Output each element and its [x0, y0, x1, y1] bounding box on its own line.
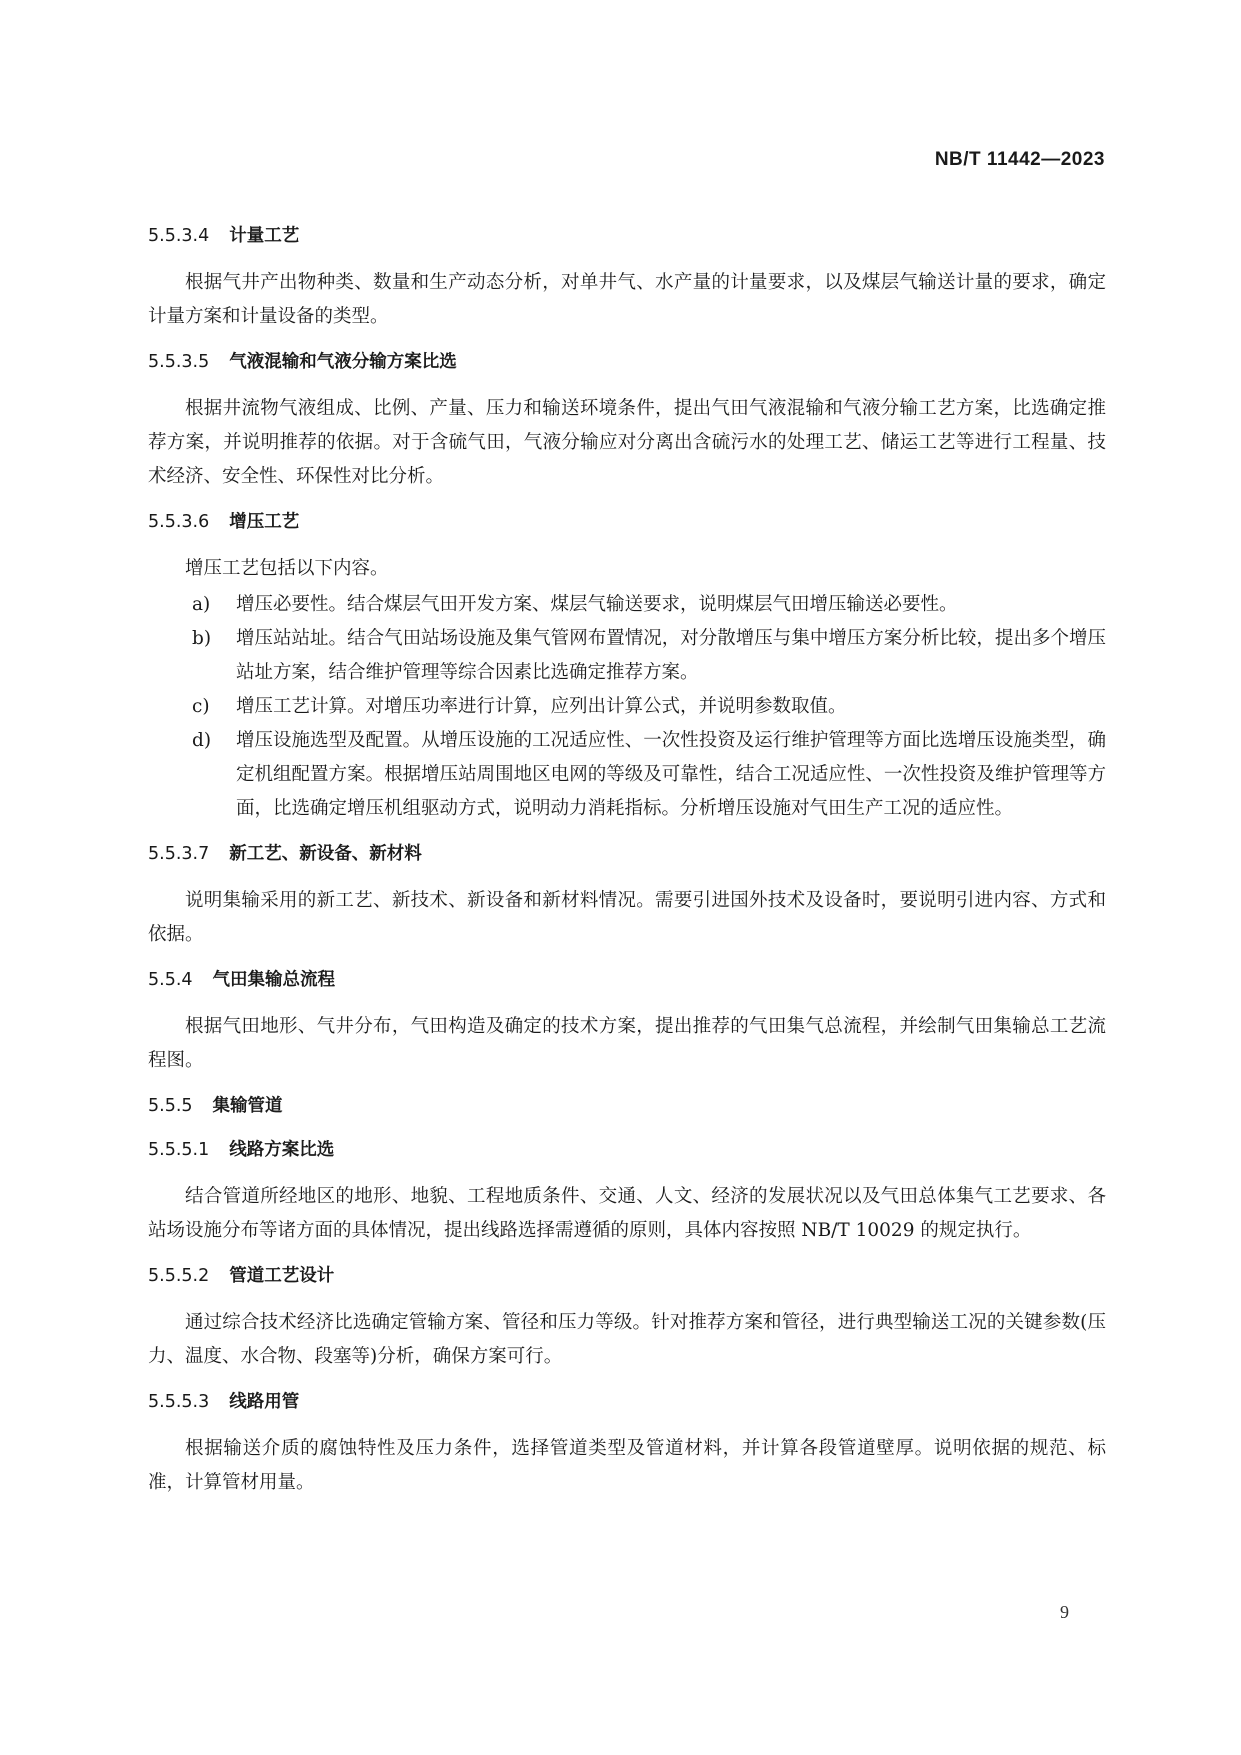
- section-heading-5-5-5-1: [148, 1136, 1106, 1164]
- section-number: 5.5.5.2: [148, 1266, 210, 1286]
- section-heading-5-5-3-5: [148, 348, 1106, 376]
- list-item-text: 增压工艺计算。对增压功率进行计算，应列出计算公式，并说明参数取值。: [236, 696, 847, 717]
- item-list: [148, 588, 1106, 826]
- paragraph: 根据输送介质的腐蚀特性及压力条件，选择管道类型及管道材料，并计算各段管道壁厚。说明依据的规范、标准，计算管材用量。: [148, 1438, 1106, 1493]
- list-item: [192, 622, 1106, 690]
- standard-number: NB/T 11442—2023: [934, 149, 1105, 170]
- section-title: 新工艺、新设备、新材料: [229, 844, 422, 864]
- paragraph: 根据气田地形、气井分布，气田构造及确定的技术方案，提出推荐的气田集气总流程，并绘制气田集输总工艺流程图。: [148, 1016, 1106, 1071]
- section-title: 集输管道: [212, 1096, 283, 1116]
- paragraph: 通过综合技术经济比选确定管输方案、管径和压力等级。针对推荐方案和管径，进行典型输送工况的关键参数(压力、温度、水合物、段塞等)分析，确保方案可行。: [148, 1312, 1106, 1367]
- list-item: [192, 690, 1106, 724]
- section-title: 增压工艺: [229, 512, 300, 532]
- section-heading-5-5-4: [148, 966, 1106, 994]
- list-item: [192, 588, 1106, 622]
- list-marker: a): [192, 594, 211, 615]
- section-heading-5-5-3-6: [148, 508, 1106, 536]
- section-title: 线路方案比选: [229, 1140, 335, 1160]
- paragraph: 增压工艺包括以下内容。: [185, 558, 389, 579]
- list-item-text: 增压站站址。结合气田站场设施及集气管网布置情况，对分散增压与集中增压方案分析比较，提出多个增压站址方案，结合维护管理等综合因素比选确定推荐方案。: [236, 628, 1106, 683]
- section-title: 管道工艺设计: [229, 1266, 335, 1286]
- list-item: [192, 724, 1106, 826]
- section-number: 5.5.3.5: [148, 352, 210, 372]
- section-title: 计量工艺: [229, 226, 300, 246]
- list-marker: b): [192, 628, 212, 649]
- list-item-text: 增压设施选型及配置。从增压设施的工况适应性、一次性投资及运行维护管理等方面比选增压设施类型，确定机组配置方案。根据增压站周围地区电网的等级及可靠性，结合工况适应性、一次性投资及维护管理等方面，比选确定增压机组驱动方式，说明动力消耗指标。分析增压设施对气田生产工况的适应性。: [236, 730, 1106, 819]
- page-number: 9: [1060, 1602, 1069, 1622]
- section-heading-5-5-3-4: [148, 222, 1106, 250]
- section-title: 线路用管: [229, 1392, 300, 1412]
- list-marker: d): [192, 730, 212, 751]
- section-number: 5.5.3.7: [148, 844, 210, 864]
- section-title: 气田集输总流程: [212, 970, 336, 990]
- list-marker: c): [192, 696, 210, 717]
- section-heading-5-5-5-2: [148, 1262, 1106, 1290]
- paragraph: 结合管道所经地区的地形、地貌、工程地质条件、交通、人文、经济的发展状况以及气田总体集气工艺要求、各站场设施分布等诸方面的具体情况，提出线路选择需遵循的原则，具体内容按照 NB/T 10029 的规定执行。: [148, 1186, 1106, 1241]
- paragraph: 根据气井产出物种类、数量和生产动态分析，对单井气、水产量的计量要求，以及煤层气输送计量的要求，确定计量方案和计量设备的类型。: [148, 272, 1106, 327]
- section-number: 5.5.3.6: [148, 512, 210, 532]
- section-heading-5-5-3-7: [148, 840, 1106, 868]
- section-number: 5.5.4: [148, 970, 193, 990]
- section-number: 5.5.5.3: [148, 1392, 210, 1412]
- section-number: 5.5.3.4: [148, 226, 210, 246]
- section-heading-5-5-5: [148, 1092, 1106, 1120]
- section-number: 5.5.5.1: [148, 1140, 210, 1160]
- document-body: [148, 222, 1106, 1514]
- section-title: 气液混输和气液分输方案比选: [229, 352, 457, 372]
- section-heading-5-5-5-3: [148, 1388, 1106, 1416]
- paragraph: 说明集输采用的新工艺、新技术、新设备和新材料情况。需要引进国外技术及设备时，要说明引进内容、方式和依据。: [148, 890, 1106, 945]
- paragraph: 根据井流物气液组成、比例、产量、压力和输送环境条件，提出气田气液混输和气液分输工艺方案，比选确定推荐方案，并说明推荐的依据。对于含硫气田，气液分输应对分离出含硫污水的处理工艺、储运工艺等进行工程量、技术经济、安全性、环保性对比分析。: [148, 398, 1106, 487]
- section-number: 5.5.5: [148, 1096, 193, 1116]
- list-item-text: 增压必要性。结合煤层气田开发方案、煤层气输送要求，说明煤层气田增压输送必要性。: [236, 594, 958, 615]
